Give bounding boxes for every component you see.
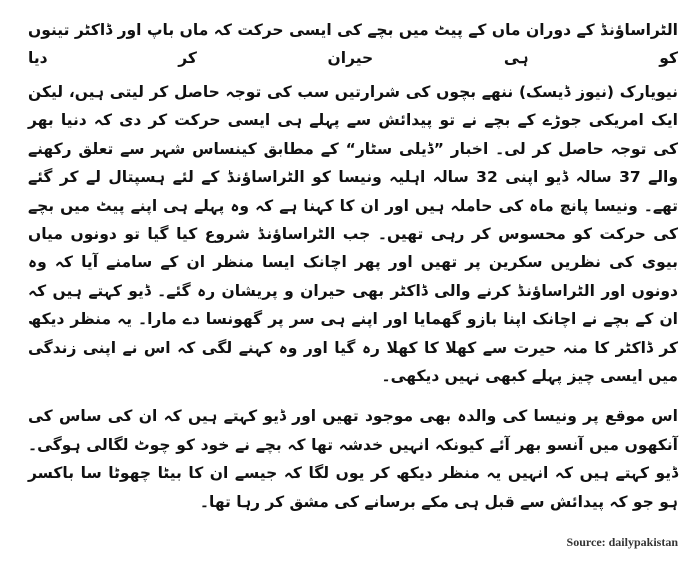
article-headline: الٹراساؤنڈ کے دوران ماں کے پیٹ میں بچے کی ایسی حرکت کہ ماں باپ اور ڈاکٹر تینوں کو ہی حیران کر دیا bbox=[28, 21, 678, 67]
source-credit: Source: dailypakistan bbox=[566, 535, 678, 549]
article-paragraph-2: اس موقع پر ونیسا کی والدہ بھی موجود تھیں اور ڈیو کہتے ہیں کہ ان کی ساس کی آنکھوں میں آنسو بھر آئے کیونکہ انہیں خدشہ تھا کہ بچے نے خود کو چوٹ لگالی ہوگی۔ ڈیو کہتے ہیں کہ انہیں یہ منظر دیکھ کر یوں لگا کہ جیسے ان کا بیٹا چھوٹا سا باکسر ہو جو کہ پیدائش سے قبل ہی مکے برسانے کی مشق کر رہا تھا۔ bbox=[28, 407, 678, 511]
article-paragraph-1: نیویارک (نیوز ڈیسک) ننھے بچوں کی شرارتیں سب کی توجہ حاصل کر لیتی ہیں، لیکن ایک امریکی جوڑے کے بچے نے تو پیدائش سے پہلے ہی ایسی حرکت کر دی کہ دنیا بھر کی توجہ حاصل کر لی۔ اخبار ”ڈیلی سٹار“ کے مطابق کینساس شہر سے تعلق رکھنے والے 37 سالہ ڈیو اپنی 32 سالہ اہلیہ ونیسا کو الٹراساؤنڈ کے لئے ہسپتال لے کر گئے تھے۔ ونیسا پانچ ماہ کی حاملہ ہیں اور ان کا کہنا ہے کہ وہ پہلے ہی اپنے پیٹ میں بچے کی حرکت کو محسوس کر رہی تھیں۔ جب الٹراساؤنڈ شروع کیا گیا تو دونوں میاں بیوی کی نظریں سکرین پر تھیں اور پھر اچانک ایسا منظر ان کے سامنے آیا کہ وہ دونوں اور الٹراساؤنڈ کرنے والی ڈاکٹر بھی حیران و پریشان رہ گئے۔ ڈیو کہتے ہیں کہ ان کے بچے نے اچانک اپنا بازو گھمایا اور اپنے ہی سر پر گھونسا دے مارا۔ یہ منظر دیکھ کر ڈاکٹر کا منہ حیرت سے کھلا کا کھلا رہ گیا اور وہ کہنے لگی کہ اس نے اپنی زندگی میں ایسی چیز پہلے کبھی نہیں دیکھی۔ bbox=[28, 83, 679, 386]
news-article bbox=[28, 16, 678, 516]
